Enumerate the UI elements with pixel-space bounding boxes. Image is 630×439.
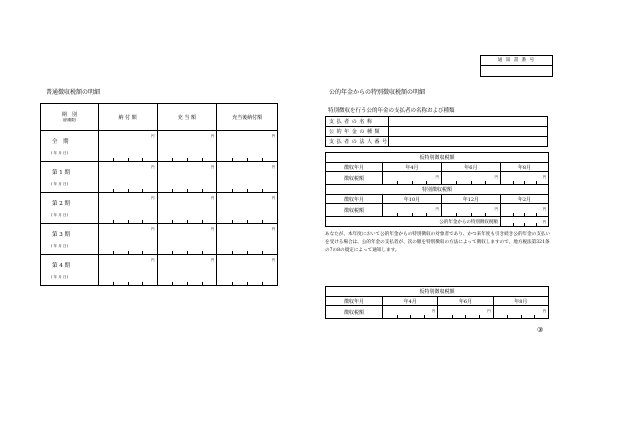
yen-unit: 円	[494, 175, 498, 179]
pension-type-label: 公 的 年 金 の 種 類	[326, 127, 389, 137]
corporate-number-value	[388, 137, 547, 147]
period-due-date: ( 年 月 日)	[51, 275, 69, 279]
period-cell	[41, 193, 99, 224]
applied-amount-cell	[157, 255, 217, 286]
payment-amount-cell	[98, 162, 157, 193]
period-header	[41, 104, 99, 131]
month-cell: 年8月	[493, 297, 548, 306]
month-cell: 年12月	[441, 195, 500, 204]
applied-amount-cell	[157, 224, 217, 255]
payment-amount-cell	[98, 131, 157, 162]
yen-unit: 円	[210, 258, 215, 262]
applied-amount-cell	[157, 162, 217, 193]
table-row	[326, 163, 549, 172]
amount-cell	[383, 172, 442, 185]
table-row	[326, 172, 549, 185]
yen-unit: 円	[151, 165, 155, 169]
table-row	[326, 137, 548, 147]
yen-unit: 円	[271, 165, 275, 169]
special-title-row	[326, 185, 549, 195]
amount-label: 徴収税額	[326, 306, 383, 319]
amount-cell	[441, 172, 500, 185]
amount-cell	[500, 172, 548, 185]
period-due-date: ( 年 月 日)	[51, 213, 69, 217]
period-label: 第 1 期	[52, 170, 70, 176]
yen-unit: 円	[435, 175, 439, 179]
yen-unit: 円	[542, 220, 546, 224]
month-cell: 年10月	[383, 195, 442, 204]
total-note: 公的年金からの特別徴収税額	[326, 217, 501, 227]
amount-cell	[500, 204, 548, 217]
after-applied-header: 充当後納付額	[217, 104, 278, 131]
payment-amount-cell	[98, 193, 157, 224]
yen-unit: 円	[271, 134, 275, 138]
month-cell: 年4月	[383, 163, 442, 172]
amount-cell	[383, 306, 438, 319]
yen-unit: 円	[542, 175, 546, 179]
corporate-number-label: 支 払 者 の 法 人 番 号	[326, 137, 389, 147]
yen-unit: 円	[151, 227, 155, 231]
pension-collection-heading: 公的年金からの特別徴収税額の明細	[329, 89, 426, 96]
period-due-date: ( 年 月 日)	[51, 151, 69, 155]
applied-amount-cell	[157, 131, 217, 162]
yen-unit: 円	[210, 196, 215, 200]
yen-unit: 円	[271, 196, 275, 200]
yen-unit: 円	[542, 207, 546, 211]
after-applied-cell	[217, 162, 278, 193]
period-header-label: 期 別	[61, 112, 77, 118]
table-row	[326, 306, 549, 319]
ordinary-collection-heading: 普通徴収税額の明細	[46, 89, 101, 96]
yen-unit: 円	[435, 207, 439, 211]
table-row	[41, 193, 278, 224]
table-row	[326, 127, 548, 137]
after-applied-cell	[217, 131, 278, 162]
provisional-title-row	[326, 153, 549, 163]
month-label: 徴収年月	[326, 297, 383, 306]
provisional-title: 仮特別徴収税額	[326, 287, 549, 297]
provisional-title-row	[326, 287, 549, 297]
after-applied-cell	[217, 224, 278, 255]
page-marker: ③	[537, 326, 544, 334]
period-label: 全 期	[52, 139, 69, 145]
total-amount-cell	[500, 217, 548, 227]
period-cell	[41, 131, 99, 162]
period-header-sub: (納期限)	[62, 118, 77, 122]
next-year-provisional-table	[325, 286, 549, 319]
provisional-title: 仮特別徴収税額	[326, 153, 549, 163]
yen-unit: 円	[151, 258, 155, 262]
yen-unit: 円	[271, 258, 275, 262]
applied-amount-cell	[157, 193, 217, 224]
table-header-row	[41, 104, 278, 131]
ordinary-collection-table	[40, 103, 278, 286]
notice-paragraph: あなたが、本年度において公的年金からの特別徴収の対象者であり、かつ来年度も引き続き公的年金の支払いを受ける場合は、公的年金の支払者が、次の額を特別徴収の方法によって徴収しますので、地方税法第321条の7の8の規定によって通知します。	[325, 232, 551, 253]
amount-cell	[383, 204, 442, 217]
amount-label: 徴収税額	[326, 172, 383, 185]
table-row	[326, 117, 548, 127]
month-cell: 年6月	[438, 297, 493, 306]
month-label: 徴収年月	[326, 163, 383, 172]
notice-number-label: 通 知 書 番 号	[481, 56, 552, 66]
period-cell	[41, 255, 99, 286]
amount-cell	[438, 306, 493, 319]
yen-unit: 円	[494, 207, 498, 211]
payer-table	[325, 116, 548, 147]
amount-cell	[493, 306, 548, 319]
month-cell: 年8月	[500, 163, 548, 172]
payer-name-value	[388, 117, 547, 127]
period-due-date: ( 年 月 日)	[51, 244, 69, 248]
pension-type-value	[388, 127, 547, 137]
payment-amount-cell	[98, 255, 157, 286]
payer-heading: 特別徴収を行う公的年金の支払者の名称および種類	[328, 108, 455, 114]
payment-amount-cell	[98, 224, 157, 255]
table-row	[326, 297, 549, 306]
table-row	[41, 224, 278, 255]
amount-label: 徴収税額	[326, 204, 383, 217]
payer-name-label: 支 払 者 の 名 称	[326, 117, 389, 127]
table-row	[41, 162, 278, 193]
period-label: 第 3 期	[52, 232, 70, 238]
applied-amount-header: 充 当 額	[157, 104, 217, 131]
month-label: 徴収年月	[326, 195, 383, 204]
yen-unit: 円	[210, 165, 215, 169]
period-due-date: ( 年 月 日)	[51, 182, 69, 186]
yen-unit: 円	[542, 309, 546, 313]
total-row	[326, 217, 549, 227]
period-cell	[41, 162, 99, 193]
after-applied-cell	[217, 193, 278, 224]
table-row	[41, 131, 278, 162]
yen-unit: 円	[487, 309, 491, 313]
yen-unit: 円	[210, 134, 215, 138]
yen-unit: 円	[151, 134, 155, 138]
table-row	[41, 255, 278, 286]
amount-cell	[441, 204, 500, 217]
period-cell	[41, 224, 99, 255]
yen-unit: 円	[151, 196, 155, 200]
yen-unit: 円	[271, 227, 275, 231]
notice-number-box	[480, 55, 553, 77]
yen-unit: 円	[210, 227, 215, 231]
yen-unit: 円	[431, 309, 436, 313]
table-row	[326, 204, 549, 217]
table-row	[326, 195, 549, 204]
notice-number-value	[481, 66, 552, 76]
period-label: 第 2 期	[52, 201, 70, 207]
month-cell: 年4月	[383, 297, 438, 306]
special-title: 特別徴収税額	[326, 185, 549, 195]
payment-amount-header: 納 付 額	[98, 104, 157, 131]
period-label: 第 4 期	[52, 263, 70, 269]
special-collection-table	[325, 152, 549, 227]
month-cell: 年2月	[500, 195, 548, 204]
after-applied-cell	[217, 255, 278, 286]
month-cell: 年6月	[441, 163, 500, 172]
